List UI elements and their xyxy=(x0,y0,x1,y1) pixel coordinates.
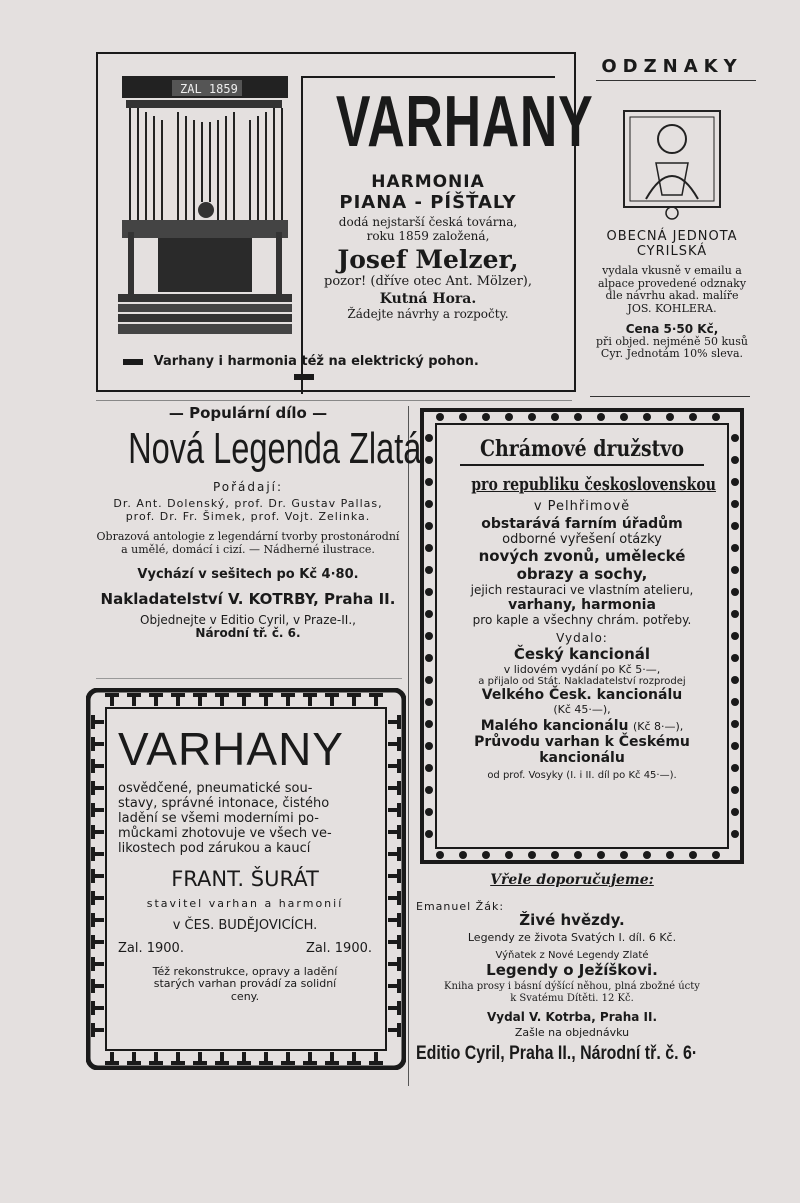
surat-body1: osvědčené, pneumatické sou- xyxy=(118,781,313,796)
border-tee xyxy=(281,1052,295,1065)
border-dot xyxy=(666,413,674,421)
melzer-city: Kutná Hora. xyxy=(379,291,477,307)
border-dot xyxy=(425,522,433,530)
border-tee xyxy=(347,1052,361,1065)
melzer-footer: Varhany i harmonia též na elektrický pohon. xyxy=(153,354,479,369)
border-dot xyxy=(731,742,739,750)
border-dot xyxy=(731,478,739,486)
border-tee xyxy=(237,1052,251,1065)
border-tee xyxy=(369,1052,383,1065)
dop-book2-d1: Kniha prosy i básní dýšící něhou, plná zbožné úcty xyxy=(444,981,700,992)
border-tee xyxy=(388,737,401,751)
dop-author: Emanuel Žák: xyxy=(416,900,505,913)
border-dot xyxy=(425,786,433,794)
border-tee xyxy=(388,957,401,971)
border-dot xyxy=(731,456,739,464)
border-tee xyxy=(303,693,317,706)
chram-l2: obstarává farním úřadům xyxy=(481,516,683,532)
chram-l5: obrazy a sochy, xyxy=(516,565,648,583)
chram-l12: a přijalo od Stát. Nakladatelství rozprodej xyxy=(478,676,686,687)
organ-illustration xyxy=(118,72,292,334)
border-dot xyxy=(425,588,433,596)
border-dot xyxy=(731,544,739,552)
legenda-desc1: Obrazová antologie z legendární tvorby prostonárodní xyxy=(96,530,400,544)
chram-l11: v lidovém vydání po Kč 5·—, xyxy=(503,663,661,676)
surat-body4: můckami zhotovuje ve všech ve- xyxy=(118,825,332,841)
border-tee xyxy=(149,693,163,706)
chram-l18: od prof. Vosyky (I. i II. díl po Kč 45·—). xyxy=(487,770,677,781)
border-tee xyxy=(91,957,104,971)
surat-city: v ČES. BUDĚJOVICÍCH. xyxy=(172,917,318,933)
chram-title2: pro republiku československou xyxy=(471,474,716,495)
surat-name: FRANT. ŠURÁT xyxy=(171,866,319,891)
chram-l4: nových zvonů, umělecké xyxy=(478,547,686,565)
doporucujeme-ad xyxy=(416,872,728,1065)
surat-body3: ladění se všemi moderními po- xyxy=(118,810,319,826)
border-dot xyxy=(436,413,444,421)
border-tee xyxy=(347,693,361,706)
row-divider xyxy=(96,400,572,401)
border-dot xyxy=(482,851,490,859)
border-tee xyxy=(91,803,104,817)
odznaky-org2: CYRILSKÁ xyxy=(636,244,708,259)
border-dot xyxy=(459,413,467,421)
border-dot xyxy=(620,851,628,859)
border-tee xyxy=(91,715,104,729)
border-dot xyxy=(574,851,582,859)
odznaky-t6: Cyr. Jednotám 10% sleva. xyxy=(600,347,744,361)
dop-title: Vřele doporučujeme: xyxy=(490,872,654,888)
legenda-order2: Národní tř. č. 6. xyxy=(195,626,301,641)
chram-l1: v Pelhřimově xyxy=(533,499,631,514)
border-dot xyxy=(425,720,433,728)
legenda-divider xyxy=(96,678,402,679)
border-tee xyxy=(193,693,207,706)
border-tee xyxy=(91,935,104,949)
border-tee xyxy=(388,715,401,729)
surat-foot1: Též rekonstrukce, opravy a ladění xyxy=(152,964,338,978)
border-dot xyxy=(425,632,433,640)
chram-l6: jejich restauraci ve vlastním atelieru, xyxy=(470,583,694,597)
border-tee xyxy=(171,1052,185,1065)
border-tee xyxy=(259,1052,273,1065)
border-tee xyxy=(91,1001,104,1015)
melzer-line4: roku 1859 založená, xyxy=(366,229,490,243)
border-tee xyxy=(303,1052,317,1065)
chram-l9: Vydalo: xyxy=(556,631,608,645)
chram-l13: Velkého Česk. kancionálu xyxy=(481,687,683,703)
border-tee xyxy=(388,825,401,839)
odznaky-t4: JOS. KOHLERA. xyxy=(627,301,717,315)
odznaky-org1: OBECNÁ JEDNOTA xyxy=(606,229,738,244)
border-tee xyxy=(91,781,104,795)
surat-year-right: Zal. 1900. xyxy=(306,940,372,956)
chram-l16: Průvodu varhan k Českému xyxy=(474,734,690,750)
dop-book2: Legendy o Ježíškovi. xyxy=(486,961,658,979)
border-tee xyxy=(388,913,401,927)
border-dot xyxy=(689,413,697,421)
melzer-footer-row xyxy=(112,354,496,384)
border-dot xyxy=(689,851,697,859)
border-tee xyxy=(91,1023,104,1037)
border-tee xyxy=(259,693,273,706)
melzer-name: Josef Melzer, xyxy=(337,245,519,274)
border-tee xyxy=(388,935,401,949)
legenda-desc2: a umělé, domácí i cizí. — Nádherné ilustrace. xyxy=(121,542,375,556)
border-dot xyxy=(666,851,674,859)
legenda-title: Nová Legenda Zlatá xyxy=(128,424,422,473)
chram-ad xyxy=(440,436,724,781)
dop-excerpt: Výňatek z Nové Legendy Zlaté xyxy=(495,950,649,961)
border-dot xyxy=(574,413,582,421)
border-dot xyxy=(731,566,739,574)
border-tee xyxy=(193,1052,207,1065)
border-dot xyxy=(425,544,433,552)
dop-order: Zašle na objednávku xyxy=(514,1026,630,1039)
melzer-line1: HARMONIA xyxy=(371,172,485,192)
odznaky-ad xyxy=(588,52,756,396)
border-tee xyxy=(388,781,401,795)
border-tee xyxy=(325,693,339,706)
border-tee xyxy=(281,693,295,706)
surat-body2: stavy, správné intonace, čistého xyxy=(118,795,330,811)
border-tee xyxy=(91,891,104,905)
legenda-editors1: Dr. Ant. Dolenský, prof. Dr. Gustav Pallas, xyxy=(113,497,383,510)
melzer-line3: dodá nejstarší česká továrna, xyxy=(338,215,518,229)
border-dot xyxy=(528,413,536,421)
border-tee xyxy=(105,1052,119,1065)
border-dot xyxy=(731,808,739,816)
border-dot xyxy=(731,654,739,662)
odznaky-title: ODZNAKY xyxy=(601,56,743,77)
border-dot xyxy=(425,500,433,508)
border-dot xyxy=(731,588,739,596)
border-tee xyxy=(237,693,251,706)
border-tee xyxy=(388,1023,401,1037)
border-tee xyxy=(215,1052,229,1065)
odznaky-price: Cena 5·50 Kč, xyxy=(625,321,719,336)
chram-l10: Český kancionál xyxy=(513,645,651,663)
border-dot xyxy=(731,676,739,684)
odznaky-t5: při objed. nejméně 50 kusů xyxy=(596,334,748,348)
border-tee xyxy=(388,759,401,773)
legenda-ad xyxy=(86,404,422,641)
legenda-editors2: prof. Dr. Fr. Šimek, prof. Vojt. Zelinka. xyxy=(125,509,371,523)
dop-publisher: Vydal V. Kotrba, Praha II. xyxy=(486,1010,658,1024)
badge-illustration xyxy=(616,103,728,223)
border-dot xyxy=(597,851,605,859)
border-dot xyxy=(731,786,739,794)
border-dot xyxy=(425,478,433,486)
border-dot xyxy=(482,413,490,421)
border-dot xyxy=(551,851,559,859)
chram-l15b: (Kč 8·—), xyxy=(632,720,684,733)
border-dot xyxy=(731,698,739,706)
border-dot xyxy=(425,676,433,684)
border-dot xyxy=(425,830,433,838)
border-tee xyxy=(91,759,104,773)
dop-address: Editio Cyril, Praha II., Národní tř. č. 6· xyxy=(416,1043,698,1064)
border-tee xyxy=(388,979,401,993)
border-dot xyxy=(731,764,739,772)
border-tee xyxy=(91,869,104,883)
melzer-text xyxy=(300,82,594,321)
border-tee xyxy=(171,693,185,706)
border-dot xyxy=(505,413,513,421)
border-tee xyxy=(388,869,401,883)
legenda-issue: Vychází v sešitech po Kč 4·80. xyxy=(137,566,359,582)
border-dot xyxy=(731,500,739,508)
melzer-line2: PIANA - PÍŠŤALY xyxy=(339,192,517,213)
border-tee xyxy=(388,847,401,861)
border-tee xyxy=(149,1052,163,1065)
border-dot xyxy=(425,610,433,618)
melzer-line5: pozor! (dříve otec Ant. Mölzer), xyxy=(324,274,532,289)
border-dot xyxy=(731,830,739,838)
chram-l17: kancionálu xyxy=(539,750,625,766)
border-dot xyxy=(731,522,739,530)
surat-foot3: ceny. xyxy=(230,989,260,1003)
border-dot xyxy=(712,851,720,859)
legenda-publisher: Nakladatelství V. KOTRBY, Praha II. xyxy=(100,589,396,608)
surat-role: stavitel varhan a harmonií xyxy=(146,896,344,910)
chram-title1: Chrámové družstvo xyxy=(479,436,685,462)
border-tee xyxy=(91,825,104,839)
chram-l15a: Malého kancionálu xyxy=(480,718,629,734)
border-dot xyxy=(425,742,433,750)
odznaky-t2: alpace provedené odznaky xyxy=(597,276,747,290)
chram-l3: odborné vyřešení otázky xyxy=(502,532,662,547)
border-dot xyxy=(425,566,433,574)
surat-body5: likostech pod zárukou a kaucí xyxy=(118,840,311,856)
border-dot xyxy=(731,632,739,640)
melzer-line6: Žádejte návrhy a rozpočty. xyxy=(347,307,509,321)
legenda-order1: Objednejte v Editio Cyril, v Praze-II., xyxy=(140,612,356,627)
odznaky-t3: dle návrhu akad. malíře xyxy=(605,289,739,303)
dop-book1: Živé hvězdy. xyxy=(519,911,625,929)
surat-foot2: starých varhan provádí za solidní xyxy=(153,977,337,991)
border-tee xyxy=(91,737,104,751)
border-tee xyxy=(91,847,104,861)
border-dot xyxy=(643,851,651,859)
border-tee xyxy=(388,803,401,817)
border-tee xyxy=(127,1052,141,1065)
border-dot xyxy=(425,456,433,464)
bar-ornament-right xyxy=(294,374,314,380)
dop-book2-d2: k Svatému Dítěti. 12 Kč. xyxy=(510,992,634,1004)
border-tee xyxy=(91,979,104,993)
dop-book1-desc: Legendy ze života Svatých I. díl. 6 Kč. xyxy=(467,931,677,944)
border-tee xyxy=(369,693,383,706)
border-dot xyxy=(425,434,433,442)
chram-title-rule xyxy=(460,464,704,466)
legenda-editors-label: Pořádají: xyxy=(212,480,284,494)
border-dot xyxy=(551,413,559,421)
border-dot xyxy=(528,851,536,859)
border-dot xyxy=(731,610,739,618)
bar-ornament-left xyxy=(123,359,143,365)
border-tee xyxy=(127,693,141,706)
organ-label: ZAL 1859 xyxy=(180,82,238,96)
border-dot xyxy=(436,851,444,859)
border-dot xyxy=(425,808,433,816)
legenda-pre: — Populární dílo — xyxy=(168,404,328,422)
surat-year-left: Zal. 1900. xyxy=(118,940,184,956)
chram-l7: varhany, harmonia xyxy=(508,597,656,613)
border-dot xyxy=(425,698,433,706)
surat-title: VARHANY xyxy=(118,723,344,775)
melzer-title: VARHANY xyxy=(335,82,594,162)
border-dot xyxy=(731,434,739,442)
border-tee xyxy=(388,1001,401,1015)
border-dot xyxy=(643,413,651,421)
border-dot xyxy=(425,764,433,772)
chram-l8: pro kaple a všechny chrám. potřeby. xyxy=(472,613,692,627)
border-tee xyxy=(91,913,104,927)
odznaky-t1: vydala vkusně v emailu a xyxy=(602,264,742,277)
border-dot xyxy=(425,654,433,662)
chram-l14: (Kč 45·—), xyxy=(553,703,611,716)
border-tee xyxy=(388,891,401,905)
odznaky-bottom-rule xyxy=(590,396,750,397)
border-tee xyxy=(325,1052,339,1065)
odznaky-rule xyxy=(596,80,756,81)
border-dot xyxy=(459,851,467,859)
border-dot xyxy=(712,413,720,421)
surat-ad xyxy=(118,722,372,1004)
border-tee xyxy=(215,693,229,706)
border-dot xyxy=(731,720,739,728)
border-dot xyxy=(620,413,628,421)
border-tee xyxy=(105,693,119,706)
border-dot xyxy=(505,851,513,859)
border-dot xyxy=(597,413,605,421)
